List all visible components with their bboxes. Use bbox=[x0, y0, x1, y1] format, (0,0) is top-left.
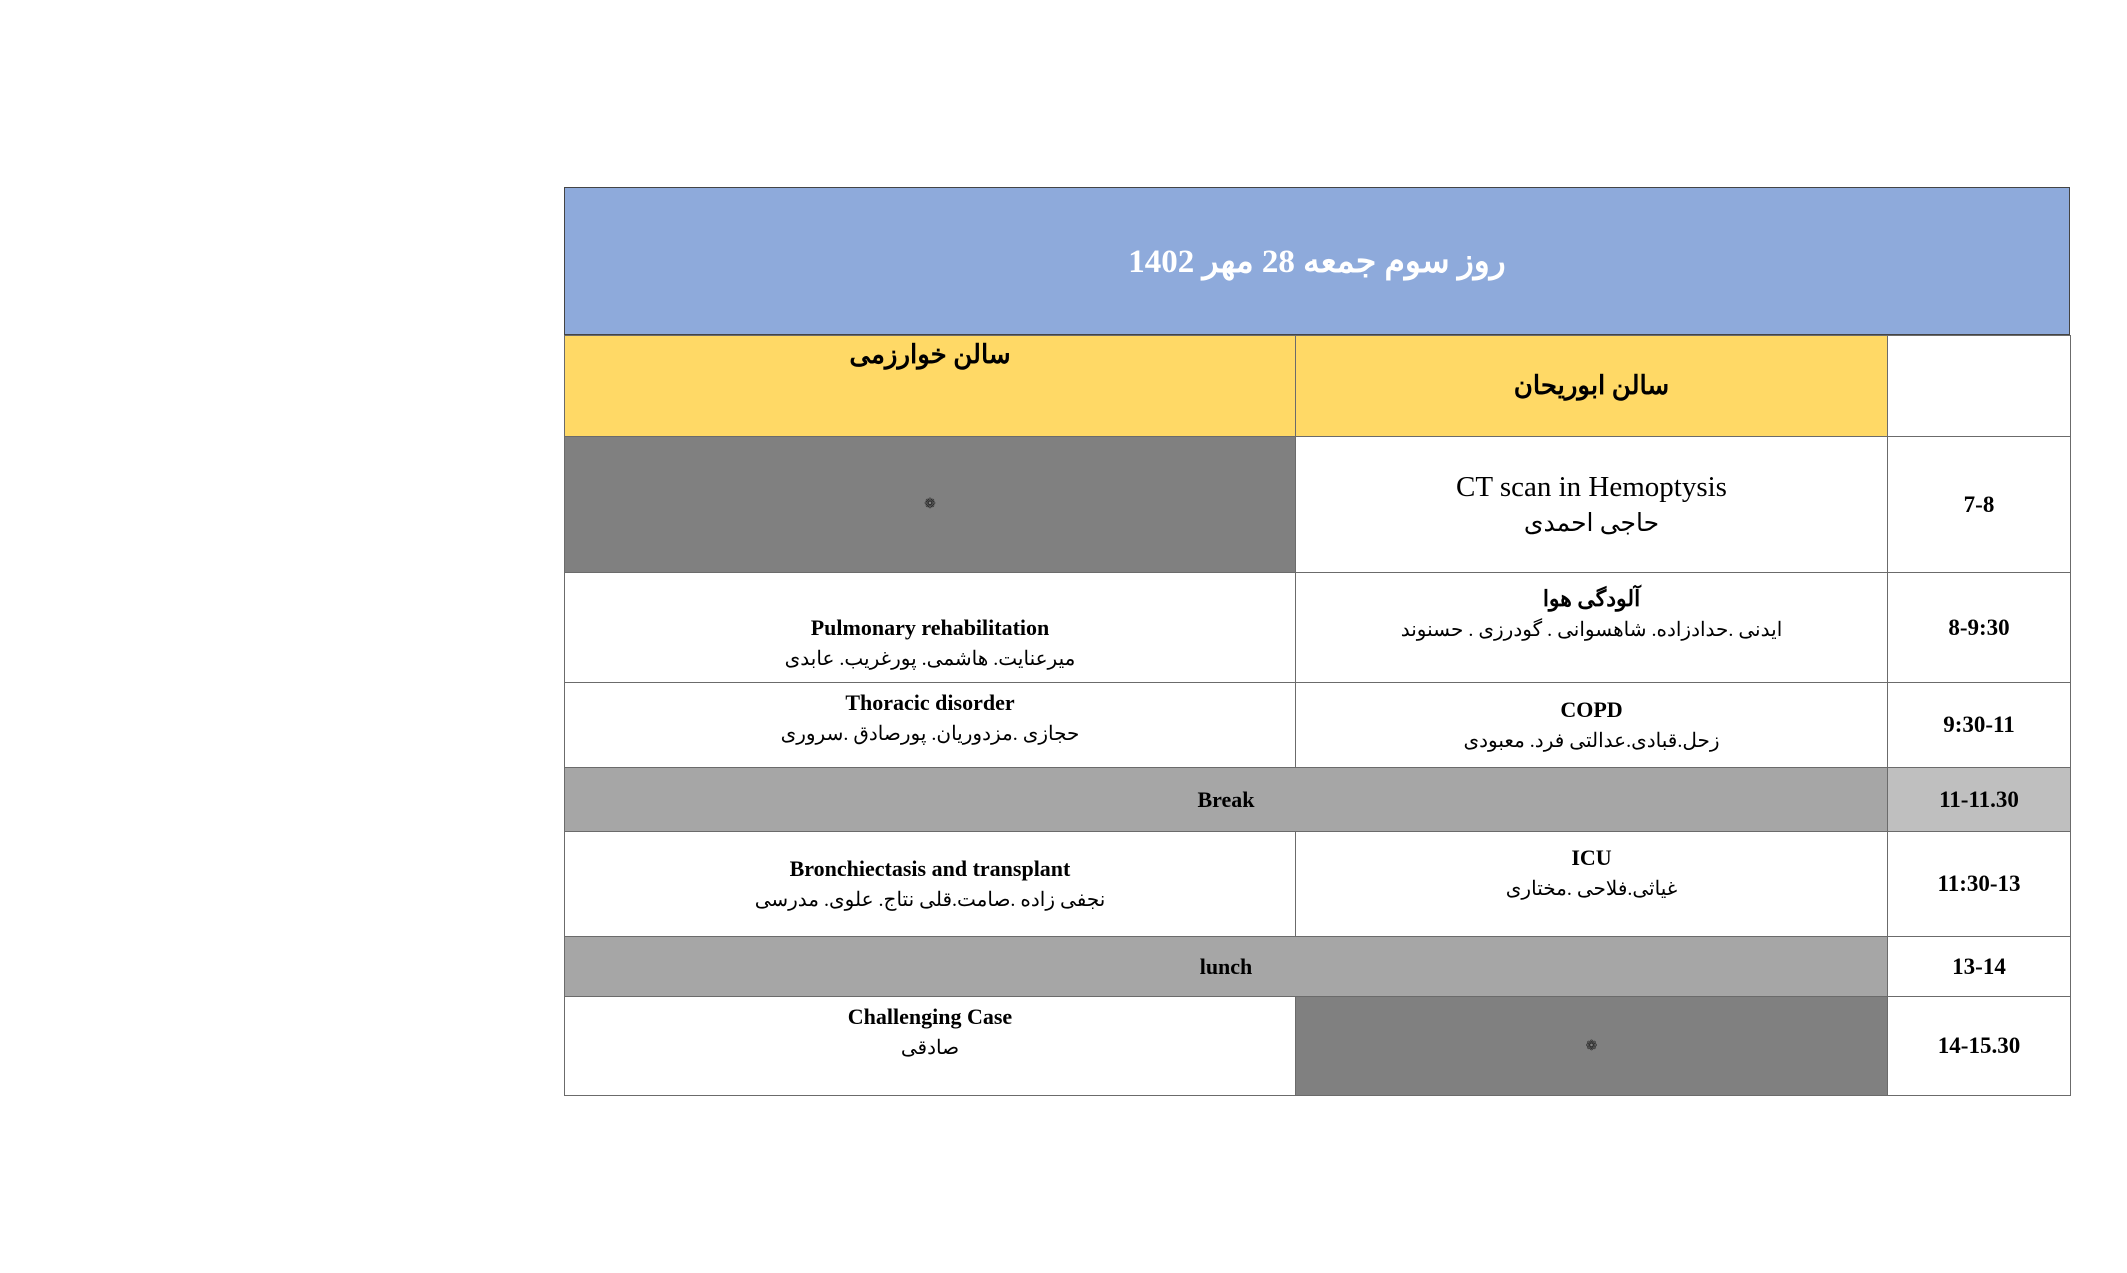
abureyhan-r7-empty bbox=[1295, 996, 1888, 1096]
break-label: Break bbox=[1197, 786, 1255, 812]
hall-header-khwarizmi: سالن خوارزمی bbox=[564, 335, 1296, 437]
lunch-row bbox=[564, 936, 1888, 997]
session-speakers: صادقی bbox=[900, 1037, 960, 1059]
session-speakers: میرعنایت. هاشمی. پورغریب. عابدی bbox=[784, 648, 1076, 670]
abureyhan-r1-session bbox=[1295, 436, 1888, 573]
session-speakers: ایدنی .حدادزاده. شاهسوانی . گودرزی . حسنوند bbox=[1400, 619, 1783, 641]
flower-icon: ❁ bbox=[924, 497, 936, 512]
day-header bbox=[564, 187, 2070, 335]
time-r6: 13-14 bbox=[1887, 936, 2071, 997]
time-r2: 8-9:30 bbox=[1887, 572, 2071, 683]
khwarizmi-r1-empty bbox=[564, 436, 1296, 573]
lunch-label: lunch bbox=[1199, 953, 1253, 979]
session-title: ICU bbox=[1571, 845, 1612, 870]
khwarizmi-r2-session bbox=[564, 572, 1296, 683]
session-title: Pulmonary rehabilitation bbox=[810, 615, 1050, 640]
time-r3: 9:30-11 bbox=[1887, 682, 2071, 768]
session-title: Bronchiectasis and transplant bbox=[789, 856, 1071, 881]
khwarizmi-r3-session bbox=[564, 682, 1296, 768]
schedule-grid bbox=[564, 335, 2070, 1095]
khwarizmi-r5-session bbox=[564, 831, 1296, 937]
break-row bbox=[564, 767, 1888, 832]
session-speakers: حاجی احمدی bbox=[1523, 509, 1660, 537]
time-r1: 7-8 bbox=[1887, 436, 2071, 573]
session-title: COPD bbox=[1560, 697, 1623, 722]
abureyhan-r3-session bbox=[1295, 682, 1888, 768]
session-speakers: نجفی زاده .صامت.قلی نتاج. علوی. مدرسی bbox=[754, 889, 1106, 911]
abureyhan-r5-session bbox=[1295, 831, 1888, 937]
session-speakers: زحل.قبادی.عدالتی فرد. معبودی bbox=[1463, 730, 1720, 752]
hall-header-abureyhan: سالن ابوریحان bbox=[1295, 335, 1888, 437]
time-r7: 14-15.30 bbox=[1887, 996, 2071, 1096]
session-title: Challenging Case bbox=[847, 1004, 1013, 1029]
session-speakers: غیاثی.فلاحی .مختاری bbox=[1505, 878, 1678, 900]
time-r5: 11:30-13 bbox=[1887, 831, 2071, 937]
schedule-table bbox=[564, 187, 2070, 1095]
session-title: Thoracic disorder bbox=[845, 690, 1015, 715]
time-header-empty bbox=[1887, 335, 2071, 437]
flower-icon: ❁ bbox=[1585, 1038, 1598, 1054]
time-r4: 11-11.30 bbox=[1887, 767, 2071, 832]
khwarizmi-r7-session bbox=[564, 996, 1296, 1096]
abureyhan-r2-session bbox=[1295, 572, 1888, 683]
session-speakers: حجازی .مزدوریان. پورصادق .سروری bbox=[780, 723, 1080, 745]
day-title: روز سوم جمعه 28 مهر 1402 bbox=[1128, 244, 1506, 280]
session-title: CT scan in Hemoptysis bbox=[1456, 470, 1727, 503]
session-title: آلودگی هوا bbox=[1542, 586, 1641, 611]
